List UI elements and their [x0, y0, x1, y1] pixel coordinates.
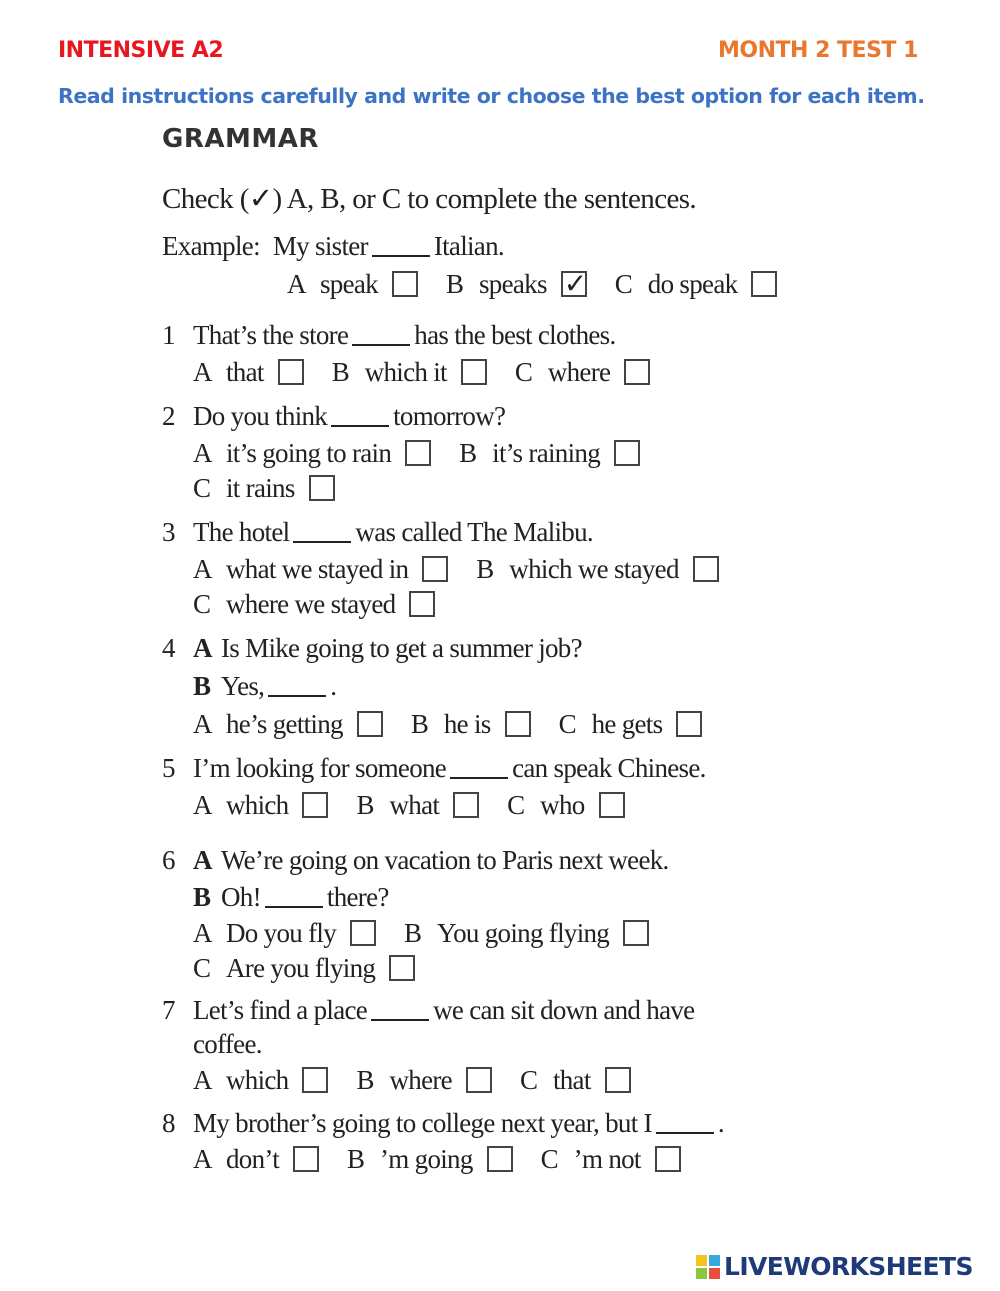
checkbox[interactable]	[453, 792, 479, 818]
answer-blank	[371, 999, 429, 1021]
checkbox[interactable]	[302, 1067, 328, 1093]
sentence-before: Do you think	[193, 400, 328, 431]
question-5	[162, 751, 706, 785]
logo-text: LIVEWORKSHEETS	[724, 1252, 973, 1281]
sentence-after: we can sit down and have	[433, 994, 695, 1025]
question-number: 5	[162, 752, 175, 783]
example-options	[287, 267, 805, 301]
option-a: A which	[193, 790, 328, 821]
checkbox[interactable]	[357, 711, 383, 737]
option-b: B which it	[332, 357, 487, 388]
option-a: A don’t	[193, 1144, 319, 1175]
logo-square	[709, 1255, 720, 1266]
answer-blank	[293, 521, 351, 543]
question-4-options	[193, 707, 730, 741]
answer-blank	[450, 757, 508, 779]
question-7	[162, 993, 694, 1027]
question-8-options	[193, 1142, 709, 1176]
checkbox[interactable]	[505, 711, 531, 737]
checkbox[interactable]	[623, 920, 649, 946]
checkbox[interactable]	[751, 271, 777, 297]
sentence-before: Oh!	[221, 881, 261, 912]
option-c: C where	[515, 357, 650, 388]
option-a: A he’s getting	[193, 709, 383, 740]
option-b: B which we stayed	[476, 554, 718, 585]
sentence-after: .	[330, 670, 337, 701]
option-c: C who	[507, 790, 624, 821]
sentence-after: tomorrow?	[393, 400, 506, 431]
option-b: B he is	[411, 709, 531, 740]
answer-blank	[372, 235, 430, 257]
question-number: 7	[162, 994, 175, 1025]
question-2-options-row1	[193, 436, 668, 470]
question-2	[162, 399, 505, 433]
checkbox[interactable]	[278, 359, 304, 385]
example-label: Example:	[162, 230, 260, 261]
test-title: MONTH 2 TEST 1	[718, 38, 918, 63]
question-6	[162, 843, 669, 877]
sentence-before: I’m looking for someone	[193, 752, 447, 783]
checkbox[interactable]	[466, 1067, 492, 1093]
checkbox[interactable]	[389, 955, 415, 981]
question-number: 4	[162, 632, 175, 663]
option-c: C that	[520, 1065, 631, 1096]
logo-square	[696, 1268, 707, 1279]
question-number: 8	[162, 1107, 175, 1138]
option-a: A Do you fly	[193, 918, 376, 949]
sentence-after: Italian.	[433, 230, 504, 261]
sentence-before: My sister	[272, 230, 368, 261]
option-c: C Are you flying	[193, 953, 415, 984]
question-4	[162, 631, 582, 665]
option-a: A speak	[287, 269, 418, 300]
question-2-options-row2	[193, 471, 363, 505]
checkbox[interactable]	[487, 1146, 513, 1172]
task-instruction: Check (✓) A, B, or C to complete the sentences.	[162, 183, 697, 215]
option-c: C it rains	[193, 473, 335, 504]
checkbox[interactable]	[409, 591, 435, 617]
option-b: B speaks ✓	[445, 267, 587, 300]
option-a: A which	[193, 1065, 328, 1096]
speaker-b: B	[193, 670, 211, 701]
question-1	[162, 318, 616, 352]
checkbox[interactable]	[624, 359, 650, 385]
question-number: 3	[162, 516, 175, 547]
answer-blank	[268, 675, 326, 697]
checkbox[interactable]	[599, 792, 625, 818]
question-6-options-row1	[193, 916, 677, 950]
checkbox[interactable]	[461, 359, 487, 385]
option-a: A it’s going to rain	[193, 438, 431, 469]
question-1-options	[193, 355, 678, 389]
sentence-after: .	[717, 1107, 724, 1138]
checkbox[interactable]	[293, 1146, 319, 1172]
checkbox[interactable]	[676, 711, 702, 737]
worksheet-level-title: INTENSIVE A2	[58, 38, 224, 63]
question-6-response	[193, 880, 389, 914]
question-3-options-row2	[193, 587, 463, 621]
question-number: 2	[162, 400, 175, 431]
checkbox[interactable]	[302, 792, 328, 818]
question-7-options	[193, 1063, 659, 1097]
checkbox[interactable]	[405, 440, 431, 466]
option-b: B where	[356, 1065, 491, 1096]
option-b: B You going flying	[404, 918, 649, 949]
checkbox[interactable]	[350, 920, 376, 946]
answer-blank	[265, 886, 323, 908]
question-6-options-row2	[193, 951, 443, 985]
answer-blank	[352, 324, 410, 346]
question-5-options	[193, 788, 653, 822]
answer-blank	[656, 1112, 714, 1134]
option-c: C ’m not	[541, 1144, 681, 1175]
sentence-before: My brother’s going to college next year, but I	[193, 1107, 652, 1138]
answer-blank	[331, 405, 389, 427]
checkbox[interactable]	[693, 556, 719, 582]
checkbox[interactable]	[392, 271, 418, 297]
question-number: 6	[162, 844, 175, 875]
option-b: B ’m going	[347, 1144, 513, 1175]
option-a: A what we stayed in	[193, 554, 448, 585]
sentence-before: The hotel	[193, 516, 290, 547]
sentence-after: there?	[326, 881, 389, 912]
option-b: B what	[356, 790, 479, 821]
speaker-a: A	[193, 632, 212, 663]
logo-square	[709, 1268, 720, 1279]
sentence-after: was called The Malibu.	[355, 516, 593, 547]
question-8	[162, 1106, 724, 1140]
checkbox[interactable]	[655, 1146, 681, 1172]
checkbox[interactable]	[605, 1067, 631, 1093]
checkbox[interactable]	[614, 440, 640, 466]
section-title: GRAMMAR	[162, 124, 319, 154]
sentence-after: can speak Chinese.	[512, 752, 706, 783]
question-3	[162, 515, 593, 549]
option-c: C he gets	[559, 709, 703, 740]
checkbox[interactable]	[422, 556, 448, 582]
sentence-before: Yes,	[221, 670, 265, 701]
liveworksheets-logo	[696, 1252, 973, 1281]
speaker-a-line: Is Mike going to get a summer job?	[221, 632, 582, 663]
example-sentence	[162, 229, 504, 263]
speaker-a-line: We’re going on vacation to Paris next week.	[221, 844, 669, 875]
checkbox[interactable]	[309, 475, 335, 501]
sentence-before: Let’s find a place	[193, 994, 368, 1025]
option-b: B it’s raining	[459, 438, 640, 469]
question-3-options-row1	[193, 552, 747, 586]
sentence-before: That’s the store	[193, 319, 349, 350]
checkbox-checked[interactable]	[561, 267, 587, 300]
logo-square	[696, 1255, 707, 1266]
speaker-a: A	[193, 844, 212, 875]
check-mark-icon: ✓	[563, 267, 587, 300]
sentence-continuation: coffee.	[193, 1028, 262, 1059]
question-4-response	[193, 669, 336, 703]
option-c: C do speak	[615, 269, 778, 300]
option-a: A that	[193, 357, 304, 388]
logo-mark-icon	[696, 1255, 720, 1279]
question-7-continuation	[193, 1027, 262, 1061]
sentence-after: has the best clothes.	[414, 319, 616, 350]
question-number: 1	[162, 319, 175, 350]
speaker-b: B	[193, 881, 211, 912]
option-c: C where we stayed	[193, 589, 435, 620]
instructions: Read instructions carefully and write or choose the best option for each item.	[58, 84, 925, 108]
